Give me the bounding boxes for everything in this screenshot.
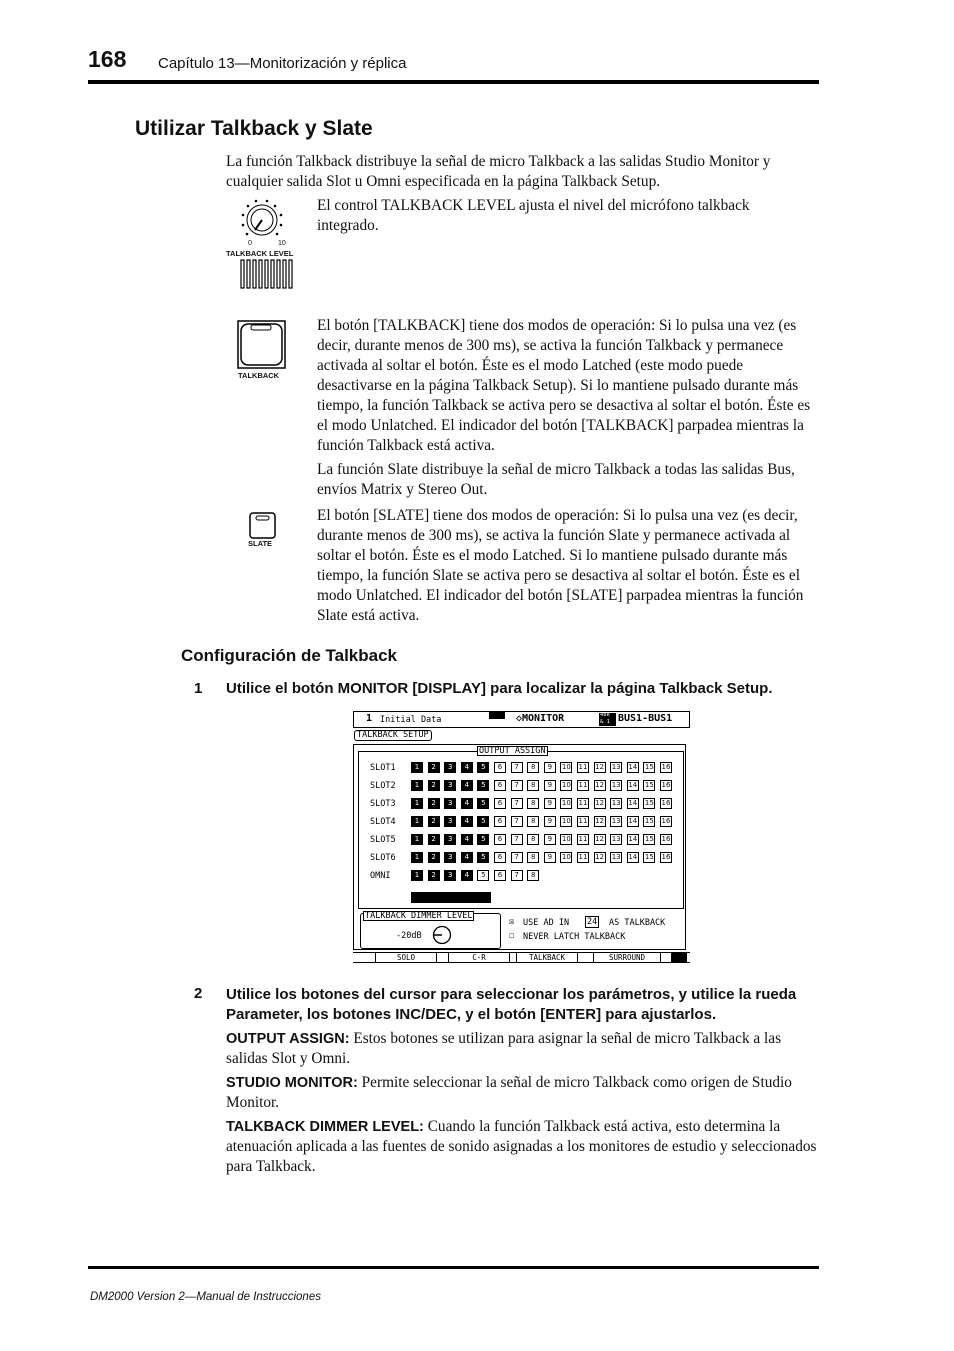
lcd-assign-button[interactable]: 4 — [461, 870, 473, 881]
talkback-button-icon — [237, 320, 287, 370]
lcd-assign-button[interactable]: 9 — [544, 762, 556, 773]
knob-label: TALKBACK LEVEL — [226, 249, 294, 258]
lcd-assign-button[interactable]: 5 — [477, 780, 489, 791]
lcd-assign-button[interactable]: 6 — [494, 834, 506, 845]
param-name: OUTPUT ASSIGN: — [226, 1031, 350, 1047]
talkback-level-text: El control TALKBACK LEVEL ajusta el nivel del micrófono talkback integrado. — [317, 197, 750, 234]
lcd-assign-button[interactable]: 13 — [611, 853, 621, 861]
lcd-assign-button[interactable]: 4 — [461, 762, 473, 773]
lcd-assign-button[interactable]: 12 — [595, 781, 605, 789]
talkback-setup-lcd — [353, 711, 690, 964]
lcd-assign-button[interactable]: 7 — [511, 780, 523, 791]
lcd-assign-button[interactable]: 9 — [544, 798, 556, 809]
lcd-row-label: SLOT5 — [370, 835, 396, 845]
lcd-assign-button[interactable]: 8 — [527, 870, 539, 881]
lcd-assign-button[interactable]: 1 — [411, 852, 423, 863]
lcd-assign-button[interactable]: 14 — [628, 853, 638, 861]
lcd-assign-button[interactable]: 13 — [611, 799, 621, 807]
lcd-assign-button[interactable]: 7 — [511, 852, 523, 863]
param-dimmer-level — [226, 1117, 819, 1177]
lcd-assign-button[interactable]: 13 — [611, 835, 621, 843]
lcd-assign-button[interactable]: 10 — [561, 763, 571, 771]
lcd-assign-button[interactable]: 5 — [477, 762, 489, 773]
subsection-title: Configuración de Talkback — [181, 646, 398, 665]
lcd-assign-button[interactable]: 8 — [527, 762, 539, 773]
lcd-assign-button[interactable]: 12 — [595, 817, 605, 825]
lcd-row-label: SLOT2 — [370, 781, 396, 791]
lcd-assign-button[interactable]: 11 — [578, 781, 588, 789]
lcd-assign-button[interactable]: 1 — [411, 834, 423, 845]
lcd-row-label: SLOT4 — [370, 817, 396, 827]
lcd-use-ad-suffix: AS TALKBACK — [609, 918, 666, 928]
lcd-assign-frame — [358, 751, 684, 909]
lcd-use-ad-text: USE AD IN — [523, 918, 570, 928]
lcd-fs-bottom: & 1 — [600, 719, 610, 725]
lcd-dimmer-knob-icon[interactable] — [432, 925, 452, 945]
talkback-button-label: TALKBACK — [238, 371, 280, 380]
lcd-assign-button[interactable]: 9 — [544, 852, 556, 863]
lcd-edit-badge: EDIT — [490, 712, 505, 719]
footer-rule — [88, 1266, 819, 1269]
lcd-assign-button[interactable]: 12 — [595, 799, 605, 807]
lcd-fs-badge — [599, 713, 616, 726]
section-title: Utilizar Talkback y Slate — [135, 117, 373, 140]
param-name: TALKBACK DIMMER LEVEL: — [226, 1119, 424, 1135]
lcd-assign-button[interactable]: 7 — [511, 798, 523, 809]
lcd-assign-button[interactable]: 11 — [578, 799, 588, 807]
param-studio-monitor — [226, 1073, 819, 1113]
lcd-assign-button[interactable]: 4 — [461, 852, 473, 863]
chapter-title: Capítulo 13—Monitorización y réplica — [158, 55, 407, 72]
lcd-assign-button[interactable]: 5 — [477, 870, 489, 881]
knob-max-label: 10 — [278, 240, 286, 247]
param-output-assign — [226, 1029, 819, 1069]
lcd-assign-button[interactable]: 1 — [411, 798, 423, 809]
lcd-row-label: OMNI — [370, 871, 391, 881]
lcd-assign-button[interactable]: 3 — [444, 798, 456, 809]
lcd-assign-button[interactable]: 2 — [428, 834, 440, 845]
lcd-assign-button[interactable]: 16 — [661, 781, 671, 789]
lcd-tab[interactable]: TALKBACK — [516, 953, 578, 963]
lcd-assign-button[interactable]: 3 — [444, 816, 456, 827]
lcd-assign-button[interactable]: 6 — [494, 816, 506, 827]
lcd-assign-button[interactable]: 6 — [494, 870, 506, 881]
lcd-assign-button[interactable]: 6 — [494, 780, 506, 791]
lcd-assign-button[interactable]: 5 — [477, 834, 489, 845]
lcd-screen-name: ◇MONITOR — [516, 713, 565, 724]
lcd-assign-button[interactable]: 13 — [611, 817, 621, 825]
section-intro — [226, 152, 816, 192]
lcd-dimmer-label: TALKBACK DIMMER LEVEL — [365, 911, 473, 921]
lcd-assign-button[interactable]: 8 — [527, 834, 539, 845]
lcd-never-latch-checkbox[interactable]: ☐ — [509, 931, 515, 941]
lcd-assign-button[interactable]: 1 — [411, 762, 423, 773]
step2-number: 2 — [194, 985, 203, 1002]
lcd-assign-button[interactable]: 9 — [544, 834, 556, 845]
lcd-assign-button[interactable]: 14 — [628, 835, 638, 843]
lcd-tab-next-arrow[interactable]: ▶ — [671, 952, 687, 963]
lcd-assign-button[interactable]: 16 — [661, 817, 671, 825]
slate-intro-paragraph: La función Slate distribuye la señal de micro Talkback a todas las salidas Bus, envíos Matrix y Stereo Out. — [317, 461, 795, 498]
lcd-assign-button[interactable]: 12 — [595, 835, 605, 843]
lcd-assign-button[interactable]: 9 — [544, 816, 556, 827]
lcd-assign-button[interactable]: 14 — [628, 817, 638, 825]
intro-paragraph: La función Talkback distribuye la señal de micro Talkback a las salidas Studio Monitor y cualquier salida Slot u Omni especificada en la página Talkback Setup. — [226, 153, 771, 190]
lcd-assign-button[interactable]: 2 — [428, 816, 440, 827]
step2-text: Utilice los botones del cursor para seleccionar los parámetros, y utilice la rueda Parameter, los botones INC/DEC, y el botón [ENTER] para ajustarlos. — [226, 986, 797, 1023]
lcd-assign-button[interactable]: 13 — [611, 763, 621, 771]
lcd-assign-button[interactable]: 7 — [511, 762, 523, 773]
lcd-use-ad-checkbox[interactable]: ☒ — [509, 917, 515, 927]
slate-button-label: SLATE — [248, 539, 273, 548]
lcd-assign-button[interactable]: 13 — [611, 781, 621, 789]
footer-text: DM2000 Version 2—Manual de Instrucciones — [90, 1291, 321, 1303]
lcd-assign-button[interactable]: 4 — [461, 798, 473, 809]
lcd-assign-button[interactable]: 15 — [644, 763, 654, 771]
talkback-modes-paragraph: El botón [TALKBACK] tiene dos modos de operación: Si lo pulsa una vez (es decir, durante menos de 300 ms), se activa la función Talkback y permanece activada al soltar el botón. Éste es el modo Latched (este modo puede desactivarse en la página Talkback Setup). Si lo mantiene pulsado durante más tiempo, la función Talkback se activa pero se desactiva al soltar el botón. Éste es el modo Unlatched. El indicador del botón [TALKBACK] parpadea mientras la función Talkback está activa. — [317, 317, 811, 454]
knob-min-label: 0 — [248, 240, 252, 247]
lcd-dimmer-value: -20dB — [396, 931, 422, 941]
lcd-assign-button[interactable]: 5 — [477, 816, 489, 827]
lcd-assign-button[interactable]: 7 — [511, 870, 523, 881]
lcd-assign-button[interactable]: 4 — [461, 780, 473, 791]
lcd-assign-button[interactable]: 8 — [527, 798, 539, 809]
lcd-assign-button[interactable]: 15 — [644, 781, 654, 789]
lcd-assign-button[interactable]: 1 — [411, 816, 423, 827]
lcd-assign-button[interactable]: 11 — [578, 763, 588, 771]
slate-button-text: El botón [SLATE] tiene dos modos de operación: Si lo pulsa una vez (es decir, durante menos de 300 ms), se activa la función Slate y permanece activada al soltar el botón. Éste es el modo Latched. Si lo mantiene pulsado durante más tiempo, la función Slate se activa pero se desactiva al soltar el botón. Éste es el modo Unlatched. El indicador del botón [SLATE] parpadea mientras la función Slate está activa. — [317, 507, 804, 624]
lcd-assign-button[interactable]: 2 — [428, 870, 440, 881]
param-desc: Permite seleccionar la señal de micro Talkback como origen de Studio Monitor. — [226, 1074, 792, 1111]
param-desc: Cuando la función Talkback está activa, esto determina la atenuación aplicada a las fuentes de sonido asignadas a los monitores de estudio y seleccionados para Talkback. — [226, 1118, 817, 1175]
lcd-assign-button[interactable]: 2 — [428, 798, 440, 809]
lcd-assign-button[interactable]: 4 — [461, 834, 473, 845]
lcd-tab[interactable]: C-R — [448, 953, 510, 963]
lcd-assign-button[interactable]: 14 — [628, 781, 638, 789]
lcd-assign-button[interactable]: 3 — [444, 780, 456, 791]
lcd-assign-button[interactable]: 12 — [595, 853, 605, 861]
lcd-assign-button[interactable]: 10 — [561, 835, 571, 843]
param-desc: Estos botones se utilizan para asignar la señal de micro Talkback a las salidas Slot y Omni. — [226, 1030, 782, 1067]
lcd-assign-button[interactable]: 11 — [578, 835, 588, 843]
lcd-assign-button[interactable]: 11 — [578, 853, 588, 861]
header-rule — [88, 80, 819, 84]
lcd-assign-button[interactable]: 11 — [578, 817, 588, 825]
lcd-assign-button[interactable]: 10 — [561, 781, 571, 789]
lcd-assign-button[interactable]: 3 — [444, 834, 456, 845]
lcd-assign-button[interactable]: 16 — [661, 763, 671, 771]
lcd-assign-button[interactable]: 8 — [527, 780, 539, 791]
lcd-assign-button[interactable]: 15 — [644, 799, 654, 807]
lcd-assign-button[interactable]: 14 — [628, 763, 638, 771]
lcd-scene-name: Initial Data — [380, 715, 442, 725]
lcd-assign-button[interactable]: 7 — [511, 816, 523, 827]
lcd-assign-button[interactable]: 5 — [477, 852, 489, 863]
lcd-output-assign-label: OUTPUT ASSIGN — [479, 746, 546, 756]
lcd-assign-button[interactable]: 6 — [494, 762, 506, 773]
lcd-assign-button[interactable]: 4 — [461, 816, 473, 827]
lcd-assign-button[interactable]: 6 — [494, 798, 506, 809]
slate-button-icon — [249, 512, 277, 540]
page-number: 168 — [88, 46, 127, 72]
lcd-assign-button[interactable]: 2 — [428, 780, 440, 791]
lcd-use-ad-input[interactable]: 24 — [587, 917, 598, 927]
lcd-row-label: SLOT3 — [370, 799, 396, 809]
lcd-fs-top: 48k — [600, 712, 610, 718]
lcd-assign-button[interactable]: 5 — [477, 798, 489, 809]
step1-text: Utilice el botón MONITOR [DISPLAY] para localizar la página Talkback Setup. — [226, 680, 773, 697]
lcd-tab[interactable]: SOLO — [375, 953, 437, 963]
lcd-assign-button[interactable]: 1 — [411, 870, 423, 881]
lcd-assign-button[interactable]: 8 — [527, 816, 539, 827]
lcd-assign-button[interactable]: 16 — [661, 799, 671, 807]
lcd-tab[interactable]: SURROUND — [593, 953, 661, 963]
lcd-assign-button[interactable]: 16 — [661, 853, 671, 861]
lcd-assign-button[interactable]: 10 — [561, 853, 571, 861]
lcd-assign-button[interactable]: 15 — [644, 853, 654, 861]
lcd-assign-button[interactable]: 1 — [411, 780, 423, 791]
talkback-button-text — [317, 316, 817, 500]
lcd-never-latch-text: NEVER LATCH TALKBACK — [523, 932, 626, 942]
lcd-row-label: SLOT6 — [370, 853, 396, 863]
lcd-assign-button[interactable]: 2 — [428, 852, 440, 863]
lcd-bus: BUS1-BUS1 — [618, 713, 673, 724]
param-list — [226, 1029, 819, 1177]
lcd-assign-button[interactable]: 7 — [511, 834, 523, 845]
lcd-assign-button[interactable]: 6 — [494, 852, 506, 863]
lcd-assign-button[interactable]: 3 — [444, 852, 456, 863]
lcd-assign-button[interactable]: 8 — [527, 852, 539, 863]
lcd-assign-button[interactable]: 15 — [644, 817, 654, 825]
lcd-scene-number: 1 — [366, 713, 373, 724]
lcd-assign-button[interactable]: 10 — [561, 817, 571, 825]
step1-number: 1 — [194, 680, 203, 697]
lcd-assign-button[interactable]: 2 — [428, 762, 440, 773]
lcd-assign-button[interactable]: 3 — [444, 870, 456, 881]
talkback-level-knob-icon — [224, 196, 310, 292]
lcd-assign-button[interactable]: 12 — [595, 763, 605, 771]
lcd-page-title: TALKBACK SETUP — [354, 730, 432, 741]
lcd-assign-button[interactable]: 3 — [444, 762, 456, 773]
lcd-studio-monitor-button[interactable]: STUDIO MONITOR — [411, 892, 491, 903]
lcd-assign-button[interactable]: 15 — [644, 835, 654, 843]
lcd-assign-button[interactable]: 14 — [628, 799, 638, 807]
lcd-assign-button[interactable]: 10 — [561, 799, 571, 807]
lcd-assign-button[interactable]: 9 — [544, 780, 556, 791]
param-name: STUDIO MONITOR: — [226, 1075, 358, 1091]
lcd-assign-button[interactable]: 16 — [661, 835, 671, 843]
lcd-row-label: SLOT1 — [370, 763, 396, 773]
